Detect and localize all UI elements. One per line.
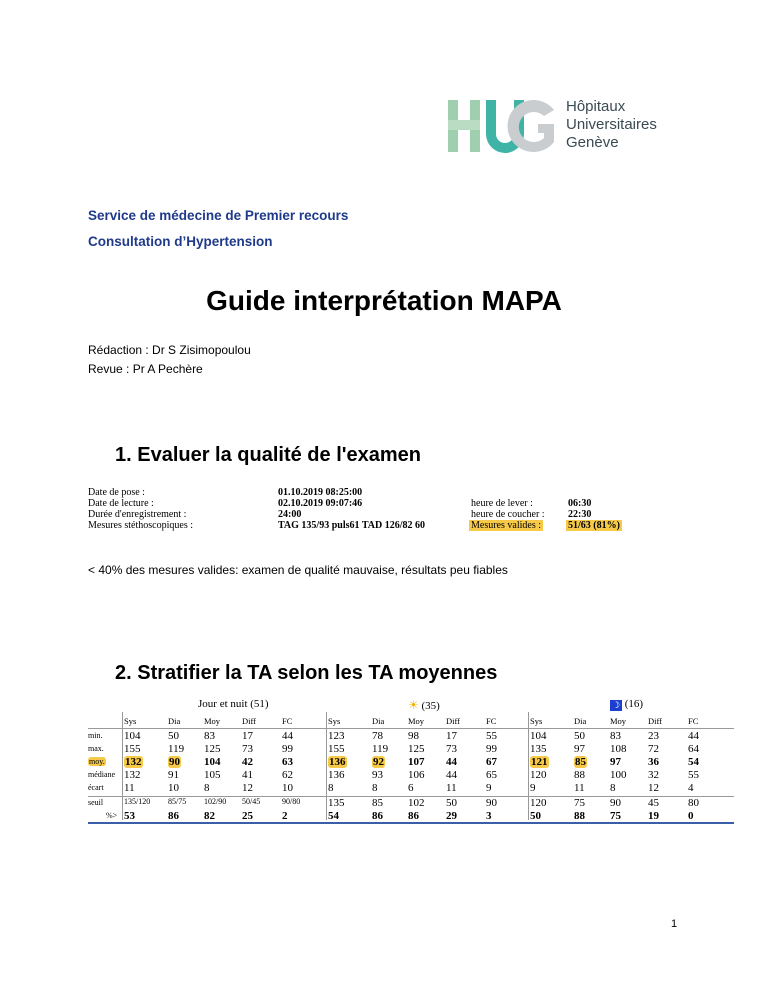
sun-icon: ☀ xyxy=(408,698,419,712)
label-heure-coucher: heure de coucher : xyxy=(471,509,545,520)
revue: Revue : Pr A Pechère xyxy=(88,362,203,376)
hug-logo-text xyxy=(566,98,657,152)
table-bottom-rule xyxy=(88,822,734,824)
row-label-mediane: médiane xyxy=(88,770,116,779)
table-cell: 23 xyxy=(648,730,659,742)
page-title: Guide interprétation MAPA xyxy=(206,285,562,316)
logo-line-1: Hôpitaux xyxy=(566,98,626,115)
table-cell: 85/75 xyxy=(168,797,187,806)
table-cell: 73 xyxy=(446,743,457,755)
row-label-max: max. xyxy=(88,744,104,753)
table-cell: 50/45 xyxy=(242,797,261,806)
label-heure-lever: heure de lever : xyxy=(471,498,533,509)
table-cell: 132 xyxy=(125,756,142,768)
table-cell: 44 xyxy=(688,730,699,742)
column-header: Diff xyxy=(446,716,461,726)
table-cell: 9 xyxy=(530,782,536,794)
group-title-night-count: (16) xyxy=(624,698,644,710)
table-cell: 88 xyxy=(574,769,585,781)
table-cell: 36 xyxy=(648,756,659,768)
table-cell: 9 xyxy=(486,782,492,794)
table-cell: 85 xyxy=(372,797,383,809)
column-header: Diff xyxy=(648,716,663,726)
table-cell: 90 xyxy=(610,797,621,809)
column-header: Sys xyxy=(530,716,543,726)
table-cell: 63 xyxy=(282,756,293,768)
label-mesures-valides: Mesures valides : xyxy=(471,520,541,531)
table-cell: 120 xyxy=(530,769,547,781)
column-header: Sys xyxy=(124,716,137,726)
table-cell: 67 xyxy=(486,756,497,768)
table-cell: 44 xyxy=(446,769,457,781)
table-cell: 105 xyxy=(204,769,221,781)
table-cell: 107 xyxy=(408,756,425,768)
table-cell: 91 xyxy=(168,769,179,781)
column-header: FC xyxy=(688,716,699,726)
table-cell: 90 xyxy=(169,756,180,768)
column-header: Moy xyxy=(204,716,221,726)
table-cell: 8 xyxy=(328,782,334,794)
table-cell: 108 xyxy=(610,743,627,755)
table-cell: 83 xyxy=(204,730,215,742)
table-cell: 4 xyxy=(688,782,694,794)
hug-logo xyxy=(448,96,708,160)
table-cell: 3 xyxy=(486,810,492,822)
value-heure-lever: 06:30 xyxy=(568,498,592,509)
table-cell: 41 xyxy=(242,769,253,781)
table-cell: 102/90 xyxy=(204,797,227,806)
table-cell: 90/80 xyxy=(282,797,301,806)
label-date-lecture: Date de lecture : xyxy=(88,498,154,509)
table-cell: 29 xyxy=(446,810,457,822)
table-cell: 135/120 xyxy=(124,797,151,806)
table-cell: 11 xyxy=(124,782,135,794)
logo-line-3: Genève xyxy=(566,134,619,151)
table-cell: 155 xyxy=(124,743,141,755)
column-header: Moy xyxy=(610,716,627,726)
column-header: Moy xyxy=(408,716,425,726)
value-mesures-steth: TAG 135/93 puls61 TAD 126/82 60 xyxy=(278,520,425,531)
section-1-title: 1. Evaluer la qualité de l'examen xyxy=(115,444,422,466)
table-cell: 90 xyxy=(486,797,497,809)
table-cell: 78 xyxy=(372,730,383,742)
column-header: Sys xyxy=(328,716,341,726)
table-cell: 6 xyxy=(408,782,414,794)
page-number: 1 xyxy=(671,918,678,930)
table-cell: 17 xyxy=(446,730,457,742)
table-cell: 135 xyxy=(328,797,345,809)
table-cell: 119 xyxy=(168,743,185,755)
table-cell: 44 xyxy=(282,730,293,742)
table-cell: 86 xyxy=(168,810,179,822)
table-cell: 86 xyxy=(408,810,419,822)
table-cell: 11 xyxy=(574,782,585,794)
table-cell: 54 xyxy=(328,810,339,822)
logo-line-2: Universitaires xyxy=(566,116,657,133)
table-cell: 121 xyxy=(531,756,548,768)
table-cell: 75 xyxy=(610,810,621,822)
label-mesures-steth: Mesures stéthoscopiques : xyxy=(88,520,193,531)
table-cell: 11 xyxy=(446,782,457,794)
table-cell: 75 xyxy=(574,797,585,809)
row-label-moy: moy. xyxy=(89,757,105,766)
service-line-2: Consultation d’Hypertension xyxy=(88,234,273,249)
table-cell: 50 xyxy=(168,730,179,742)
table-cell: 62 xyxy=(282,769,293,781)
table-cell: 92 xyxy=(373,756,384,768)
table-cell: 10 xyxy=(282,782,293,794)
table-rule xyxy=(88,728,734,729)
table-cell: 97 xyxy=(610,756,621,768)
table-cell: 98 xyxy=(408,730,419,742)
group-title-day xyxy=(408,698,440,713)
column-header: FC xyxy=(282,716,293,726)
table-cell: 44 xyxy=(446,756,457,768)
value-date-lecture: 02.10.2019 09:07:46 xyxy=(278,498,363,509)
table-cell: 45 xyxy=(648,797,659,809)
table-cell: 55 xyxy=(486,730,497,742)
table-cell: 99 xyxy=(282,743,293,755)
table-cell: 104 xyxy=(530,730,547,742)
table-cell: 104 xyxy=(204,756,221,768)
table-cell: 8 xyxy=(204,782,210,794)
table-cell: 80 xyxy=(688,797,699,809)
table-cell: 73 xyxy=(242,743,253,755)
service-line-1: Service de médecine de Premier recours xyxy=(88,208,349,223)
table-rule xyxy=(88,796,734,797)
group-title-day-count: (35) xyxy=(421,700,440,712)
table-cell: 86 xyxy=(372,810,383,822)
label-duree: Durée d'enregistrement : xyxy=(88,509,187,520)
bp-stats-table xyxy=(88,698,734,824)
label-date-pose: Date de pose : xyxy=(88,487,145,498)
table-cell: 32 xyxy=(648,769,659,781)
table-cell: 82 xyxy=(204,810,215,822)
table-cell: 83 xyxy=(610,730,621,742)
table-cell: 50 xyxy=(446,797,457,809)
redaction: Rédaction : Dr S Zisimopoulou xyxy=(88,343,251,357)
row-label-pct: %> xyxy=(106,811,118,820)
table-cell: 102 xyxy=(408,797,425,809)
table-cell: 136 xyxy=(328,769,345,781)
table-cell: 54 xyxy=(688,756,699,768)
value-date-pose: 01.10.2019 08:25:00 xyxy=(278,487,363,498)
table-cell: 42 xyxy=(242,756,253,768)
table-cell: 97 xyxy=(574,743,585,755)
column-header: Dia xyxy=(574,716,587,726)
table-cell: 85 xyxy=(575,756,586,768)
table-cell: 25 xyxy=(242,810,253,822)
table-cell: 17 xyxy=(242,730,253,742)
table-cell: 123 xyxy=(328,730,345,742)
table-cell: 132 xyxy=(124,769,141,781)
table-cell: 136 xyxy=(329,756,346,768)
table-cell: 55 xyxy=(688,769,699,781)
table-cell: 104 xyxy=(124,730,141,742)
table-cell: 155 xyxy=(328,743,345,755)
value-mesures-valides: 51/63 (81%) xyxy=(568,520,620,531)
row-label-ecart: écart xyxy=(88,783,104,792)
group-title-day-night: Jour et nuit (51) xyxy=(198,698,269,710)
group-title-night xyxy=(610,698,643,711)
column-header: Diff xyxy=(242,716,257,726)
table-cell: 8 xyxy=(372,782,378,794)
value-heure-coucher: 22:30 xyxy=(568,509,592,520)
table-cell: 88 xyxy=(574,810,585,822)
table-cell: 12 xyxy=(242,782,253,794)
row-label-seuil: seuil xyxy=(88,798,104,807)
table-cell: 0 xyxy=(688,810,694,822)
row-label-min: min. xyxy=(88,731,103,740)
table-cell: 125 xyxy=(204,743,221,755)
section-2-title: 2. Stratifier la TA selon les TA moyennes xyxy=(115,662,498,684)
table-cell: 53 xyxy=(124,810,135,822)
column-header: Dia xyxy=(168,716,181,726)
table-cell: 125 xyxy=(408,743,425,755)
column-header: Dia xyxy=(372,716,385,726)
hug-logo-mark xyxy=(448,96,554,156)
table-cell: 100 xyxy=(610,769,627,781)
table-cell: 93 xyxy=(372,769,383,781)
table-cell: 119 xyxy=(372,743,389,755)
table-cell: 99 xyxy=(486,743,497,755)
table-cell: 65 xyxy=(486,769,497,781)
table-cell: 50 xyxy=(574,730,585,742)
table-cell: 106 xyxy=(408,769,425,781)
moon-icon: ☽ xyxy=(611,700,621,710)
table-cell: 8 xyxy=(610,782,616,794)
column-header: FC xyxy=(486,716,497,726)
table-cell: 72 xyxy=(648,743,659,755)
table-cell: 19 xyxy=(648,810,659,822)
table-cell: 2 xyxy=(282,810,288,822)
value-duree: 24:00 xyxy=(278,509,302,520)
table-cell: 12 xyxy=(648,782,659,794)
table-cell: 50 xyxy=(530,810,541,822)
table-cell: 120 xyxy=(530,797,547,809)
table-cell: 64 xyxy=(688,743,699,755)
quality-note: < 40% des mesures valides: examen de qualité mauvaise, résultats peu fiables xyxy=(88,563,508,577)
table-cell: 10 xyxy=(168,782,179,794)
quality-summary xyxy=(88,487,648,537)
table-cell: 135 xyxy=(530,743,547,755)
